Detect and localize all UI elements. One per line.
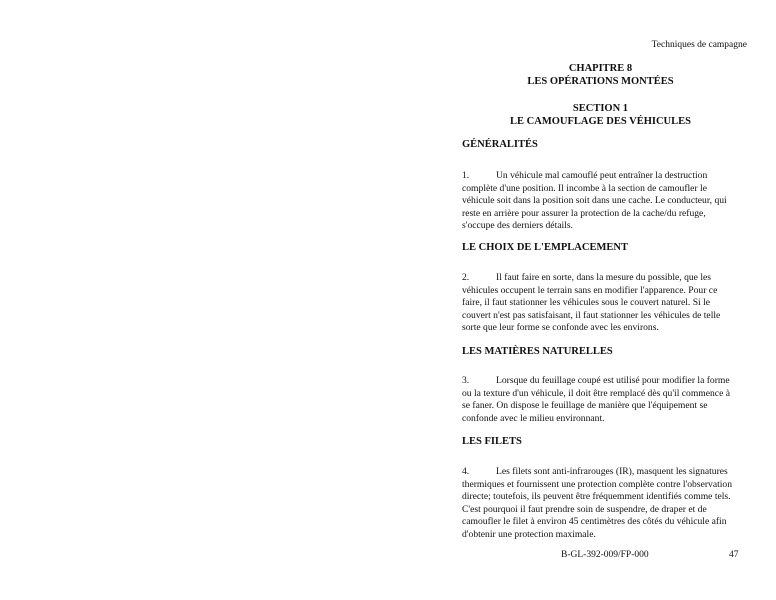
running-header: Techniques de campagne (651, 40, 747, 50)
paragraph-number: 1. (462, 170, 470, 181)
paragraph-3 (462, 375, 739, 425)
paragraph-1 (462, 170, 739, 233)
paragraph-number: 4. (462, 466, 470, 477)
paragraph-2 (462, 272, 739, 335)
heading-generalites: GÉNÉRALITÉS (462, 139, 538, 150)
heading-choix-emplacement: LE CHOIX DE L'EMPLACEMENT (462, 242, 628, 253)
paragraph-text: Les filets sont anti-infrarouges (IR), masquent les signatures thermiques et fournissent une protection complète contre l'observation directe; toutefois, ils peuvent être fréquemment identifiés comme tels. C'est pourquoi il faut prendre soin de suspendre, de draper et de camoufler le filet à environ 45 centimètres des côtés du véhicule afin d'obtenir une protection maximale. (462, 466, 733, 540)
chapter-title-block (462, 62, 739, 88)
document-code: B-GL-392-009/FP-000 (561, 550, 649, 560)
paragraph-number: 3. (462, 375, 470, 386)
page-number: 47 (729, 550, 739, 560)
paragraph-text: Un véhicule mal camouflé peut entraîner la destruction complète d'une position. Il incombe à la section de camoufler le véhicule soit dans la position soit dans une cache. Le conducteur, qui reste en arrière pour assurer la protection de la cache/du refuge, s'occupe des derniers détails. (462, 170, 727, 232)
chapter-title: LES OPÉRATIONS MONTÉES (527, 76, 674, 87)
paragraph-number: 2. (462, 272, 470, 283)
chapter-number: CHAPITRE 8 (568, 63, 633, 74)
paragraph-text: Lorsque du feuillage coupé est utilisé pour modifier la forme ou la texture d'un véhicule, il doit être remplacé dès qu'il commence à se faner. On dispose le feuillage de manière que l'équipement se confonde avec le milieu environnant. (462, 375, 730, 424)
section-number: SECTION 1 (572, 103, 629, 114)
section-title-block (462, 102, 739, 128)
heading-matieres-naturelles: LES MATIÈRES NATURELLES (462, 346, 613, 357)
paragraph-text: Il faut faire en sorte, dans la mesure du possible, que les véhicules occupent le terrain sans en modifier l'apparence. Pour ce faire, il faut stationner les véhicules sous le couvert naturel. Si le couvert n'est pas satisfaisant, il faut stationner les véhicules de telle sorte que leur forme se confonde avec les environs. (462, 272, 721, 334)
section-title: LE CAMOUFLAGE DES VÉHICULES (510, 116, 691, 127)
heading-filets: LES FILETS (462, 436, 522, 447)
paragraph-4 (462, 466, 739, 542)
